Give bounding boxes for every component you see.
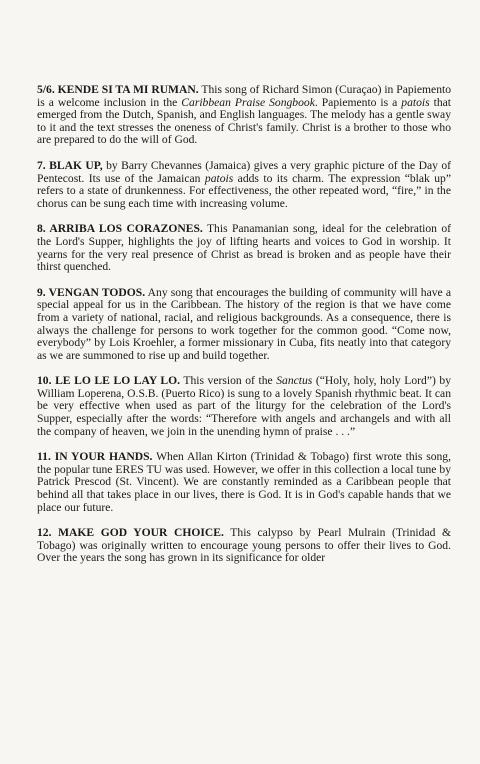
- song-title: 7. BLAK UP,: [37, 158, 103, 172]
- body-text: . Papiemento is a: [314, 95, 402, 109]
- song-note-paragraph: [37, 527, 451, 565]
- italic-text: patois: [401, 95, 430, 109]
- italic-text: Sanctus: [276, 374, 313, 388]
- body-text: This Panamanian song, ideal for the celebration of the Lord's Supper, highlights the joy of lifting hearts and voices to God in worship. It yearns for the very real presence of Christ as bread is broken and as people have their thirst quenched.: [37, 222, 452, 274]
- song-title: 9. VENGAN TODOS.: [37, 285, 146, 299]
- document-body: [37, 84, 451, 578]
- body-text: When Allan Kirton (Trinidad & Tobago) first wrote this song, the popular tune ERES TU was used. However, we offer in this collection a local tune by Patrick Prescod (St. Vincent). We are constantly reminded as a Caribbean people that behind all that takes place in our lives, there is God. It is in God's capable hands that we place our future.: [37, 450, 451, 514]
- song-note-paragraph: [37, 451, 451, 514]
- body-text: adds to its charm. The expression “blak up” refers to a state of drunkenness. For effectiveness, the other repeated word, “fire,” in the chorus can be sung each time with increasing volume.: [37, 171, 451, 210]
- song-note-paragraph: [37, 223, 451, 273]
- italic-text: patois: [204, 171, 234, 185]
- song-note-paragraph: [37, 84, 451, 147]
- song-note-paragraph: [37, 160, 451, 210]
- body-text: This calypso by Pearl Mulrain (Trinidad & Tobago) was originally written to encourage young persons to offer their lives to God. Over the years the song has grown in its significance for older: [37, 526, 451, 565]
- song-note-paragraph: [37, 375, 451, 438]
- body-text: Any song that encourages the building of community will have a special appeal for us in the Caribbean. The history of the region is that we have come from a variety of national, racial, and religious backgrounds. As a consequence, there is always the challenge for persons to work together for the common good. “Come now, everybody” by Lois Kroehler, a former missionary in Cuba, fits neatly into that category as we are summoned to rise up and build together.: [37, 285, 451, 362]
- body-text: that emerged from the Dutch, Spanish, and English languages. The melody has a gentle sway to it and the text stresses the oneness of Christ's family. Christ is a brother to those who are prepared to do the will of God.: [37, 95, 452, 147]
- song-title: 10. LE LO LE LO LAY LO.: [37, 374, 180, 388]
- song-title: 11. IN YOUR HANDS.: [37, 450, 153, 464]
- song-title: 8. ARRIBA LOS CORAZONES.: [37, 222, 203, 236]
- body-text: by Barry Chevannes (Jamaica) gives a very graphic picture of the Day of Pentecost. Its use of the Jamaican: [37, 158, 451, 185]
- body-text: (“Holy, holy, holy Lord”) by William Loperena, O.S.B. (Puerto Rico) is sung to a lovely Spanish rhythmic beat. It can be very effective when used as part of the liturgy for the celebration of the Lord's Supper, especially after the words: “Therefore with angels and archangels and with all the company of heaven, we join in the unending hymn of praise . . .”: [37, 374, 451, 438]
- song-note-paragraph: [37, 287, 451, 363]
- italic-text: Caribbean Praise Songbook: [181, 95, 315, 109]
- body-text: This song of Richard Simon (Curaçao) in Papiemento is a welcome inclusion in the: [37, 83, 452, 109]
- song-title: 12. MAKE GOD YOUR CHOICE.: [37, 526, 224, 540]
- song-title: 5/6. KENDE SI TA MI RUMAN.: [37, 83, 199, 96]
- body-text: This version of the: [180, 374, 277, 388]
